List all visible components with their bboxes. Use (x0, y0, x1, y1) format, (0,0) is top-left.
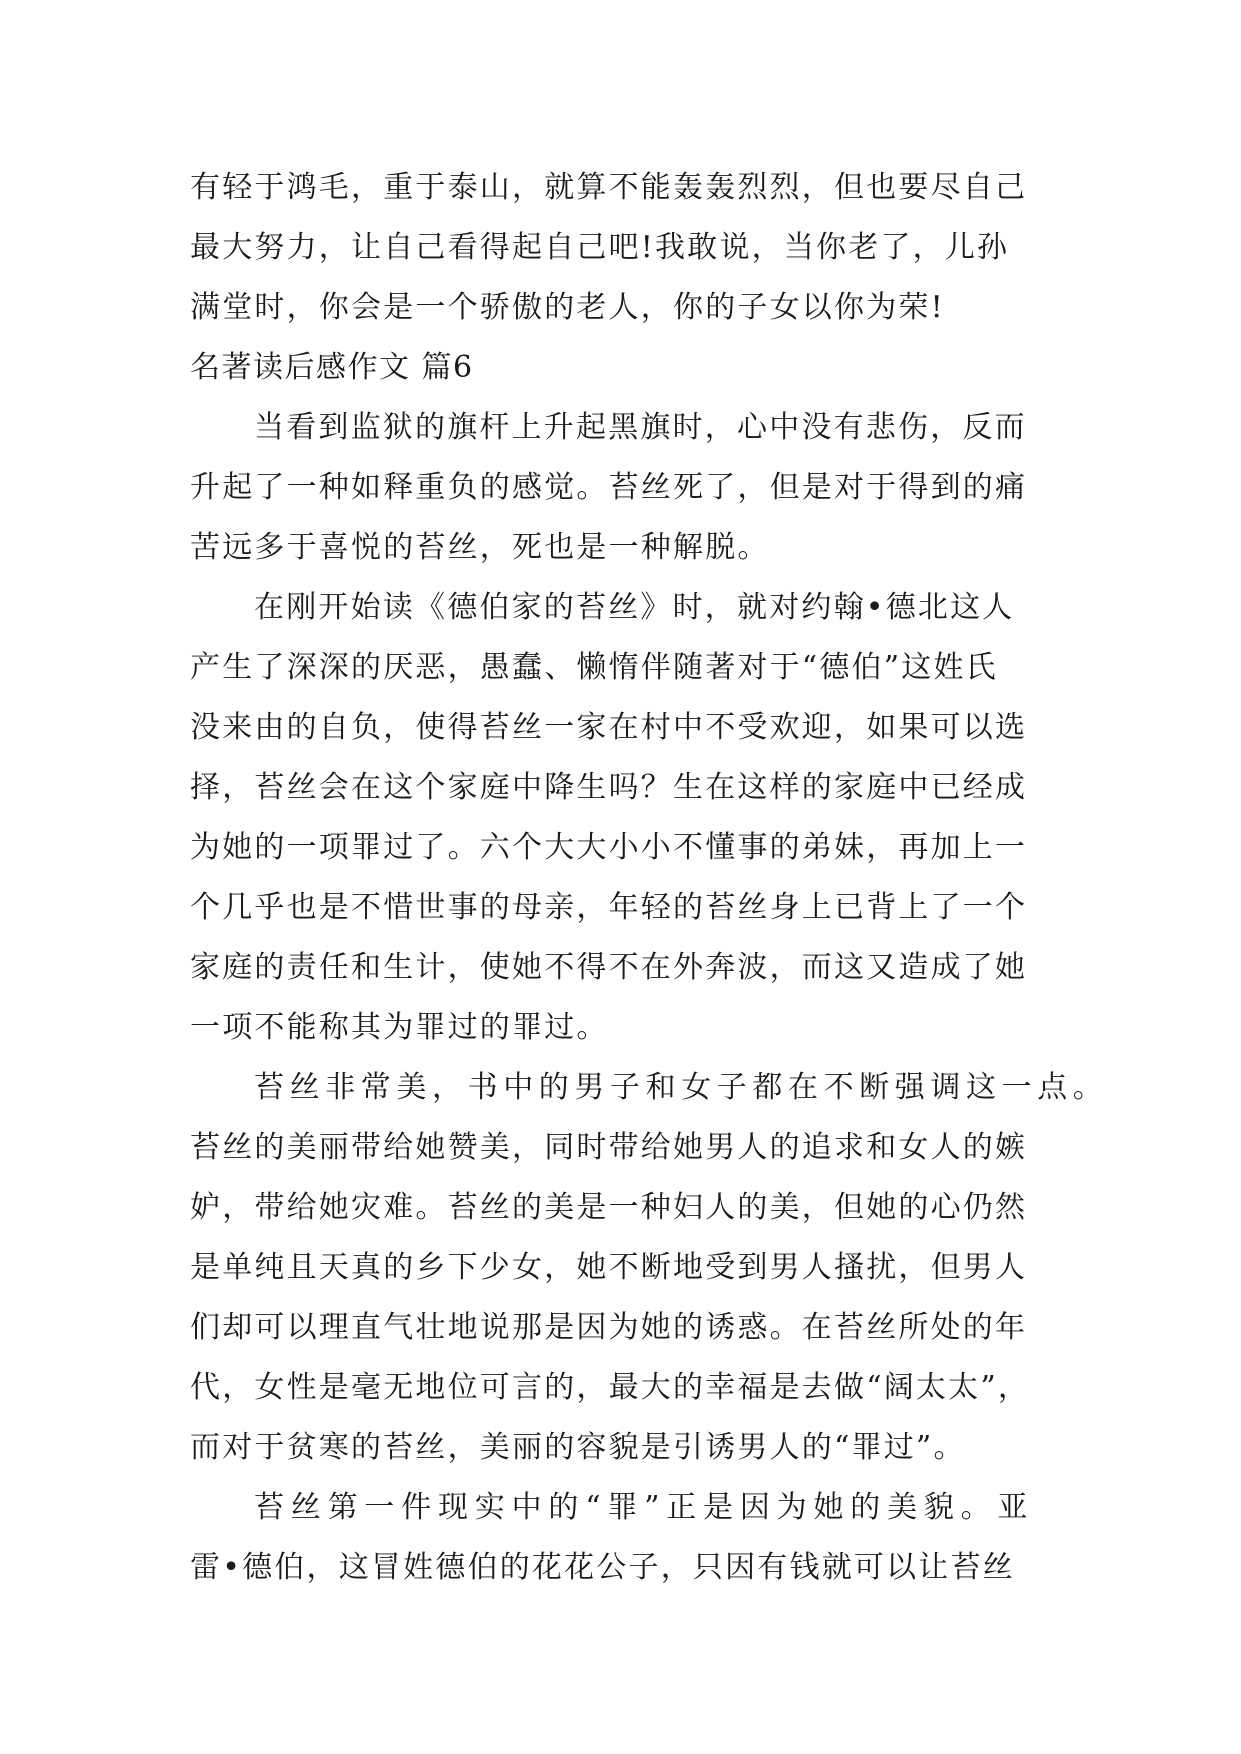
text-line: 雷•德伯，这冒姓德伯的花花公子，只因有钱就可以让苔丝 (190, 1550, 1015, 1585)
text-line: 为她的一项罪过了。六个大大小小不懂事的弟妹，再加上一 (190, 830, 1028, 865)
document-body (190, 158, 1109, 1598)
text-line: 最大努力，让自己看得起自己吧!我敢说，当你老了，儿孙 (190, 230, 1010, 265)
paragraph-first-line: 苔丝第一件现实中的“罪”正是因为她的美貌。亚 (254, 1490, 1035, 1525)
paragraph-first-line: 苔丝非常美，书中的男子和女子都在不断强调这一点。 (254, 1070, 1109, 1105)
paragraph-first-line: 在刚开始读《德伯家的苔丝》时，就对约翰•德北这人 (254, 590, 1015, 625)
text-line: 没来由的自负，使得苔丝一家在村中不受欢迎，如果可以选 (190, 710, 1028, 745)
paragraph-first-line: 当看到监狱的旗杆上升起黑旗时，心中没有悲伤，反而 (254, 410, 1027, 445)
text-line: 产生了深深的厌恶，愚蠢、懒惰伴随著对于“德伯”这姓氏 (190, 650, 998, 685)
text-line: 是单纯且天真的乡下少女，她不断地受到男人搔扰，但男人 (190, 1250, 1028, 1285)
section-heading: 名著读后感作文 篇6 (190, 350, 474, 385)
text-line: 而对于贫寒的苔丝，美丽的容貌是引诱男人的“罪过”。 (190, 1430, 966, 1465)
text-line: 有轻于鸿毛，重于泰山，就算不能轰轰烈烈，但也要尽自己 (190, 170, 1028, 205)
text-line: 满堂时，你会是一个骄傲的老人，你的子女以你为荣! (190, 290, 945, 325)
text-line: 妒，带给她灾难。苔丝的美是一种妇人的美，但她的心仍然 (190, 1190, 1028, 1225)
text-line: 升起了一种如释重负的感觉。苔丝死了，但是对于得到的痛 (190, 470, 1028, 505)
text-line: 择，苔丝会在这个家庭中降生吗？生在这样的家庭中已经成 (190, 770, 1028, 805)
text-line: 代，女性是毫无地位可言的，最大的幸福是去做“阔太太”， (190, 1370, 1031, 1405)
text-line: 们却可以理直气壮地说那是因为她的诱惑。在苔丝所处的年 (190, 1310, 1028, 1345)
text-line: 苦远多于喜悦的苔丝，死也是一种解脱。 (190, 530, 770, 565)
text-line: 个几乎也是不惜世事的母亲，年轻的苔丝身上已背上了一个 (190, 890, 1028, 925)
text-line: 家庭的责任和生计，使她不得不在外奔波，而这又造成了她 (190, 950, 1028, 985)
text-line: 一项不能称其为罪过的罪过。 (190, 1010, 609, 1045)
text-line: 苔丝的美丽带给她赞美，同时带给她男人的追求和女人的嫉 (190, 1130, 1028, 1165)
